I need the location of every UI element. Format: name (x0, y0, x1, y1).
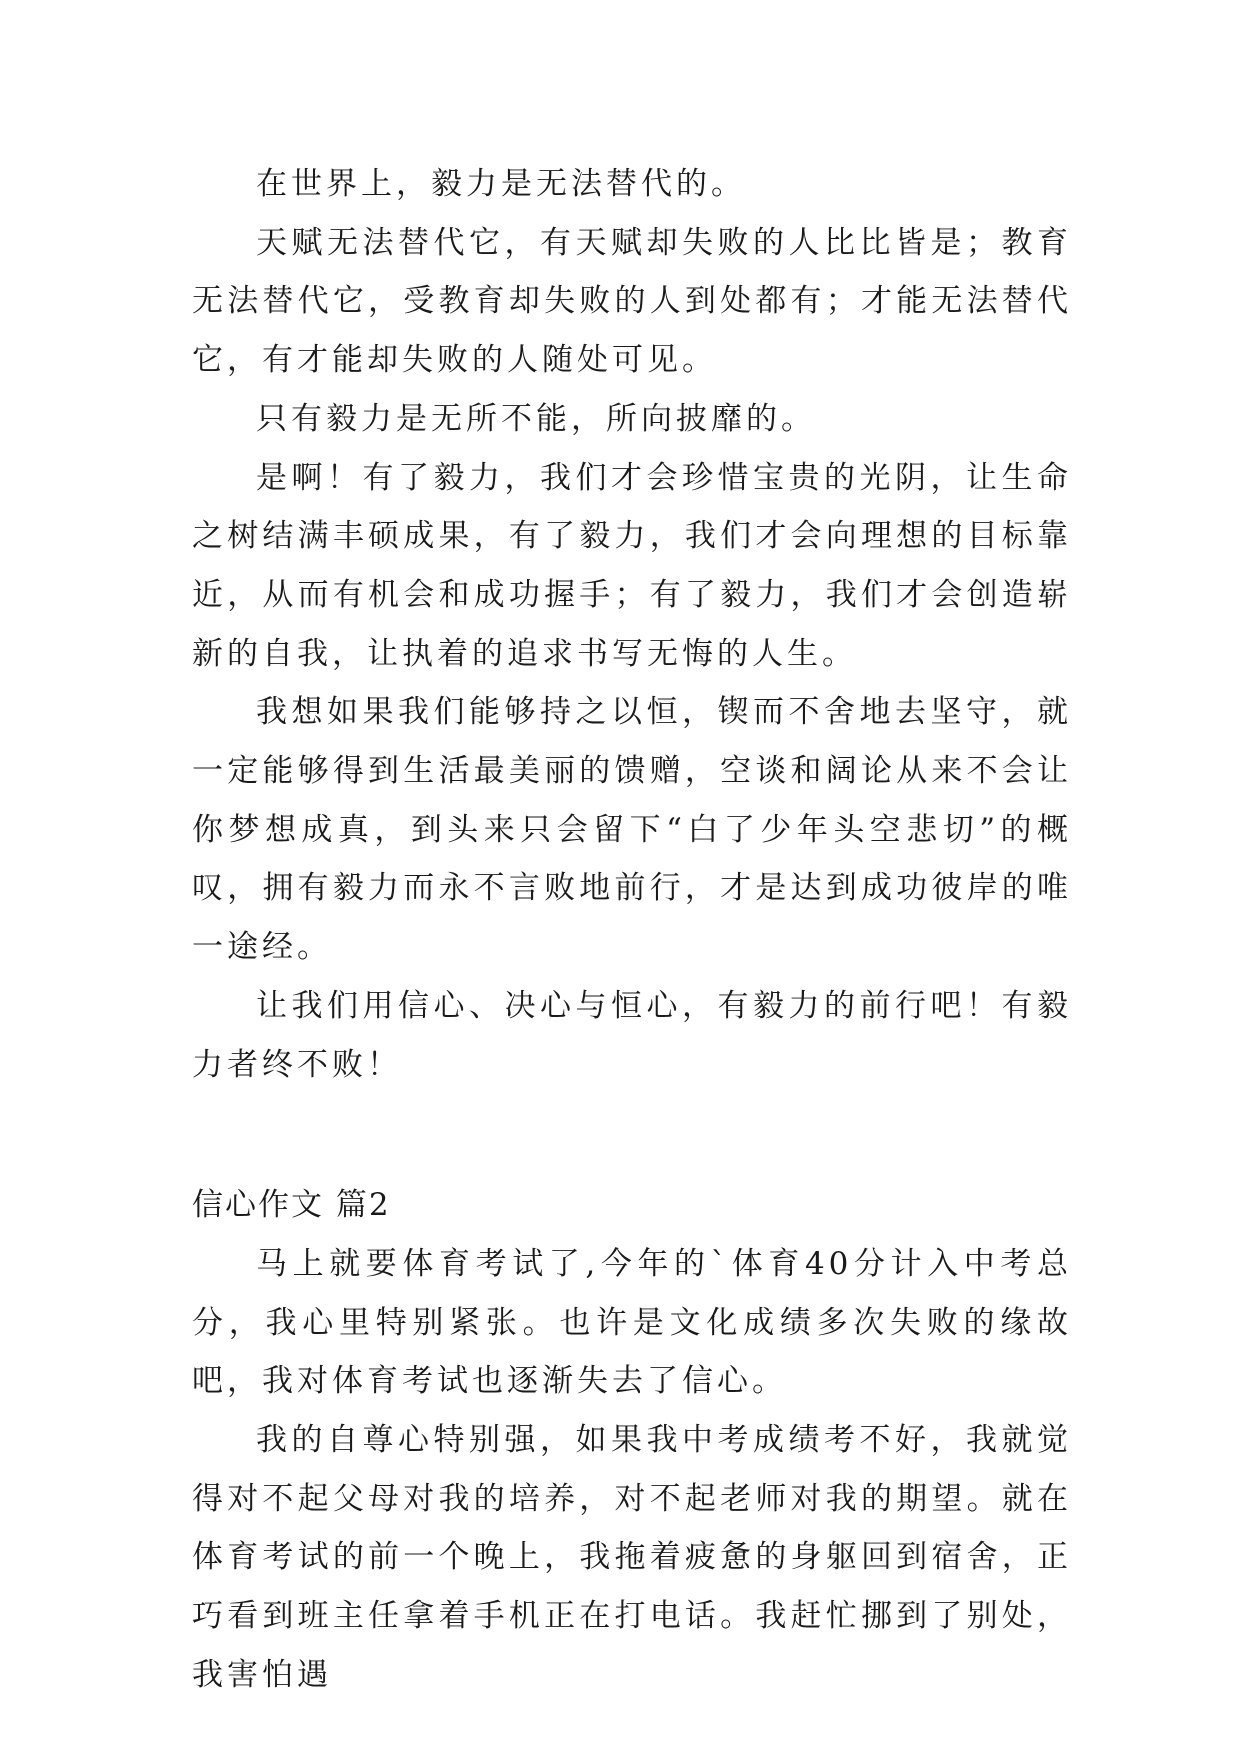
paragraph: 是啊！有了毅力，我们才会珍惜宝贵的光阴，让生命之树结满丰硕成果，有了毅力，我们才会向理想的目标靠近，从而有机会和成功握手；有了毅力，我们才会创造崭新的自我，让执着的追求书写无悔的人生。 (192, 459, 1072, 672)
paragraph: 我的自尊心特别强，如果我中考成绩考不好，我就觉得对不起父母对我的培养，对不起老师对我的期望。就在体育考试的前一个晚上，我拖着疲惫的身躯回到宿舍，正巧看到班主任拿着手机正在打电话。我赶忙挪到了别处，我害怕遇 (192, 1422, 1072, 1693)
paragraph: 让我们用信心、决心与恒心，有毅力的前行吧！有毅力者终不败！ (192, 987, 1072, 1083)
paragraph: 天赋无法替代它，有天赋却失败的人比比皆是；教育无法替代它，受教育却失败的人到处都有；才能无法替代它，有才能却失败的人随处可见。 (192, 224, 1072, 379)
paragraph: 我想如果我们能够持之以恒，锲而不舍地去坚守，就一定能够得到生活最美丽的馈赠，空谈和阔论从来不会让你梦想成真，到头来只会留下“白了少年头空悲切”的概叹，拥有毅力而永不言败地前行，才是达到成功彼岸的唯一途经。 (192, 694, 1072, 966)
document-body (192, 155, 1072, 1705)
paragraph: 只有毅力是无所不能，所向披靡的。 (256, 400, 816, 437)
paragraph: 马上就要体育考试了,今年的`体育40分计入中考总分，我心里特别紧张。也许是文化成绩多次失败的缘故吧，我对体育考试也逐渐失去了信心。 (192, 1245, 1072, 1400)
paragraph: 在世界上，毅力是无法替代的。 (256, 166, 746, 202)
section-heading: 信心作文 篇2 (192, 1187, 391, 1224)
